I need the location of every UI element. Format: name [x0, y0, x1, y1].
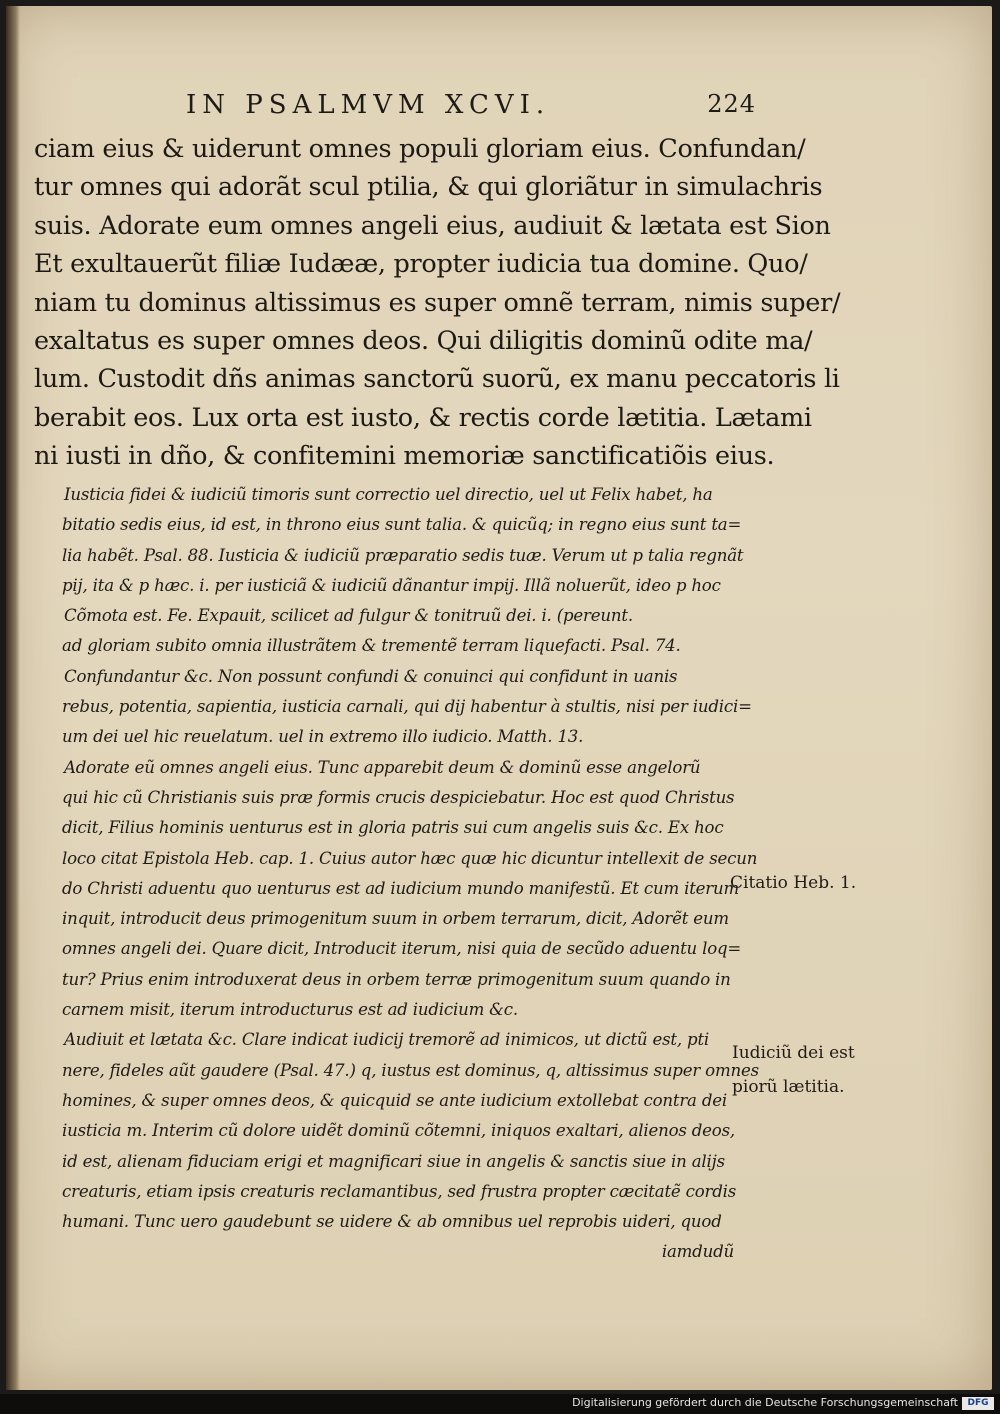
- commentary-line: tur? Prius enim introduxerat deus in orbem terræ primogenitum suum quando in: [62, 969, 731, 989]
- commentary-line: do Christi aduentu quo uenturus est ad iudicium mundo manifestũ. Et cum iterum: [62, 878, 740, 898]
- commentary-line: omnes angeli dei. Quare dicit, Introducit iterum, nisi quia de secũdo aduentu loq=: [62, 939, 742, 959]
- margin-note-line: piorũ lætitia.: [732, 1077, 845, 1097]
- margin-note-citatio: Citatio Heb. 1.: [730, 873, 857, 893]
- commentary-text: [62, 480, 759, 1268]
- commentary-line: Audiuit et lætata &c. Clare indicat iudicij tremorẽ ad inimicos, ut dictũ est, pti: [64, 1030, 710, 1050]
- commentary-line: rebus, potentia, sapientia, iusticia carnali, qui dij habentur à stultis, nisi per iudici=: [62, 697, 752, 717]
- psalm-text: [34, 130, 841, 476]
- commentary-line: id est, alienam fiduciam erigi et magnificari siue in angelis & sanctis siue in alijs: [62, 1151, 725, 1171]
- commentary-line: dicit, Filius hominis uenturus est in gloria patris sui cum angelis suis &c. Ex hoc: [62, 818, 724, 838]
- margin-note-iudicium: [732, 1036, 855, 1104]
- psalm-line: ciam eius & uiderunt omnes populi gloriam eius. Confundan/: [34, 134, 806, 164]
- commentary-line: iusticia m. Interim cũ dolore uidẽt dominũ cõtemni, iniquos exaltari, alienos deos,: [62, 1121, 735, 1141]
- footer-bar: [0, 1394, 1000, 1414]
- commentary-line: Iusticia fidei & iudiciũ timoris sunt correctio uel directio, uel ut Felix habet, ha: [64, 485, 713, 504]
- commentary-line: qui hic cũ Christianis suis præ formis crucis despiciebatur. Hoc est quod Christus: [62, 787, 735, 807]
- commentary-line: um dei uel hic reuelatum. uel in extremo illo iudicio. Matth. 13.: [62, 727, 584, 747]
- psalm-line: lum. Custodit dñs animas sanctorũ suorũ, ex manu peccatoris li: [34, 364, 840, 395]
- psalm-line: suis. Adorate eum omnes angeli eius, audiuit & lætata est Sion: [34, 210, 831, 241]
- commentary-line: pij, ita & p hæc. i. per iusticiã & iudiciũ dãnantur impij. Illã noluerũt, ideo p hoc: [62, 575, 721, 595]
- commentary-line: nere, fideles aũt gaudere (Psal. 47.) q, iustus est dominus, q, altissimus super omnes: [62, 1060, 759, 1080]
- commentary-line: humani. Tunc uero gaudebunt se uidere & ab omnibus uel reprobis uideri, quod: [62, 1212, 722, 1232]
- book-page: [6, 6, 992, 1390]
- commentary-line: bitatio sedis eius, id est, in throno eius sunt talia. & quicũq; in regno eius sunt ta=: [62, 515, 742, 535]
- catchword: iamdudũ: [661, 1242, 734, 1262]
- folio-number: 224: [707, 90, 756, 118]
- psalm-line: niam tu dominus altissimus es super omnẽ terram, nimis super/: [34, 287, 841, 318]
- dfg-logo: DFG: [962, 1397, 994, 1410]
- commentary-line: Cõmota est. Fe. Expauit, scilicet ad fulgur & tonitruũ dei. i. (pereunt.: [64, 606, 633, 626]
- commentary-line: loco citat Epistola Heb. cap. 1. Cuius autor hæc quæ hic dicuntur intellexit de secun: [62, 848, 758, 868]
- commentary-line: inquit, introducit deus primogenitum suum in orbem terrarum, dicit, Adorẽt eum: [62, 909, 729, 929]
- commentary-line: ad gloriam subito omnia illustrãtem & trementẽ terram liquefacti. Psal. 74.: [62, 636, 681, 656]
- commentary-line: Adorate eũ omnes angeli eius. Tunc apparebit deum & dominũ esse angelorũ: [64, 757, 701, 777]
- psalm-line: Et exultauerũt filiæ Iudææ, propter iudicia tua domine. Quo/: [34, 249, 808, 280]
- running-header: [186, 90, 756, 126]
- commentary-line: homines, & super omnes deos, & quicquid se ante iudicium extollebat contra dei: [62, 1090, 727, 1110]
- book-spine: [6, 6, 20, 1390]
- commentary-line: creaturis, etiam ipsis creaturis reclamantibus, sed frustra propter cæcitatẽ cordis: [62, 1181, 737, 1201]
- psalm-line: tur omnes qui adorãt scul ptilia, & qui gloriãtur in simulachris: [34, 172, 823, 203]
- psalm-line: berabit eos. Lux orta est iusto, & rectis corde lætitia. Lætami: [34, 402, 812, 433]
- commentary-line: carnem misit, iterum introducturus est ad iudicium &c.: [62, 1000, 518, 1020]
- margin-note-line: Iudiciũ dei est: [732, 1043, 855, 1063]
- commentary-line: Confundantur &c. Non possunt confundi & conuinci qui confidunt in uanis: [64, 666, 678, 686]
- psalm-line: exaltatus es super omnes deos. Qui diligitis dominũ odite ma/: [34, 326, 813, 357]
- psalm-line: ni iusti in dño, & confitemini memoriæ sanctificatiõis eius.: [34, 441, 775, 472]
- running-title: IN PSALMVM XCVI.: [186, 90, 551, 120]
- commentary-line: lia habẽt. Psal. 88. Iusticia & iudiciũ præparatio sedis tuæ. Verum ut p talia regnãt: [62, 545, 744, 565]
- footer-credit: Digitalisierung gefördert durch die Deutsche Forschungsgemeinschaft: [572, 1396, 958, 1409]
